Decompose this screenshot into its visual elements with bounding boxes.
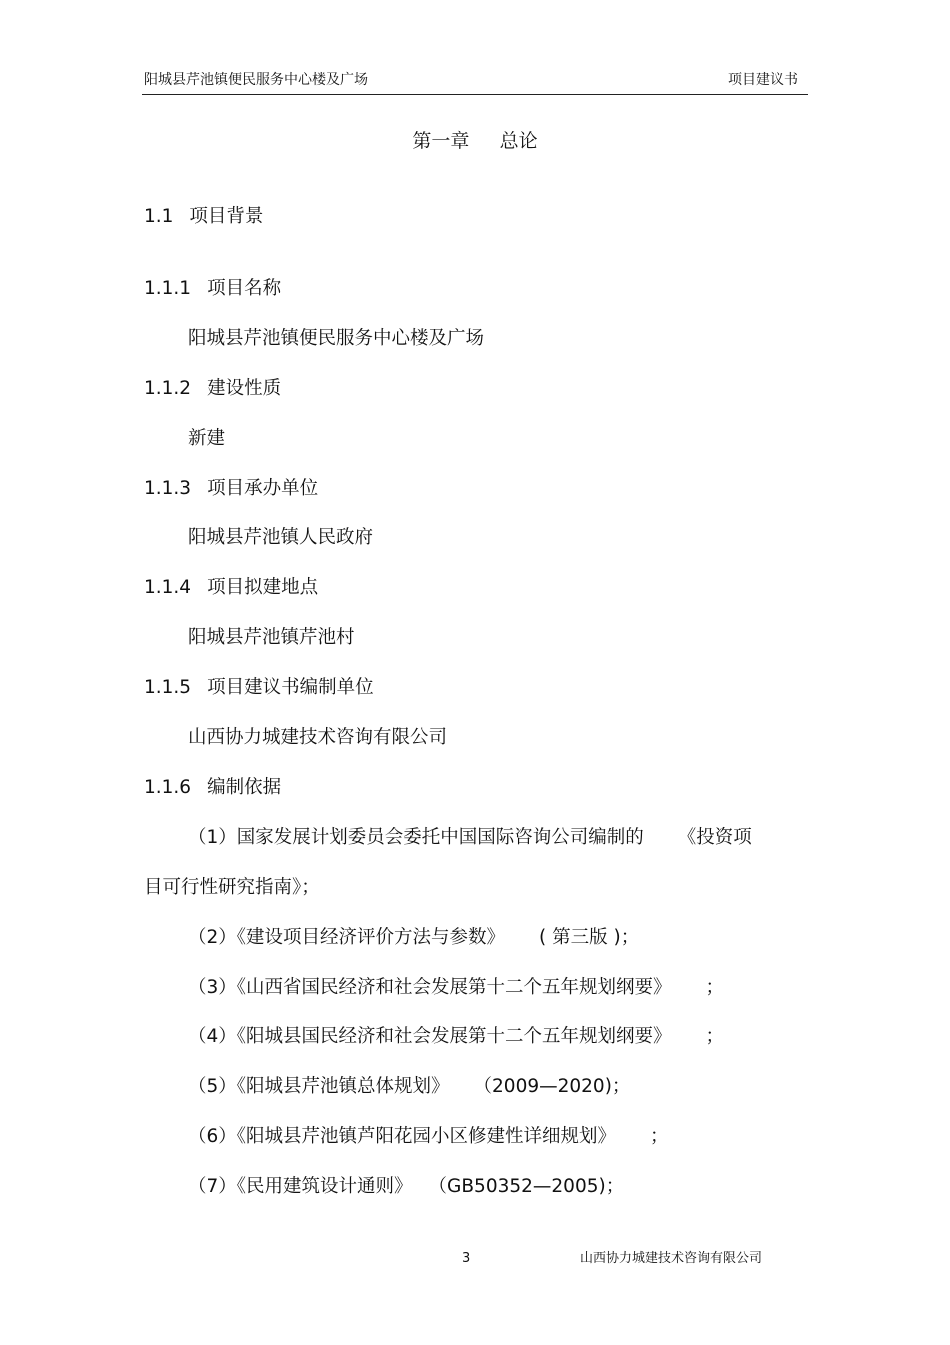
- site-location-value: 阳城县芹池镇芹池村: [188, 627, 355, 648]
- page-number: 3: [462, 1251, 471, 1266]
- section-title: 项目背景: [189, 206, 264, 227]
- basis-item-3: [188, 975, 724, 1001]
- basis-item-6: [188, 1124, 669, 1150]
- section-number: 1.1.3: [144, 478, 192, 499]
- basis-item-text: （6）《阳城县芹池镇芦阳花园小区修建性详细规划》: [188, 1126, 617, 1147]
- basis-item-suffix: ( 第三版 )；: [539, 927, 640, 948]
- basis-item-text: （3）《山西省国民经济和社会发展第十二个五年规划纲要》: [188, 977, 672, 998]
- section-number: 1.1.2: [144, 378, 192, 399]
- basis-item-quote: 《投资项: [677, 827, 752, 848]
- section-heading-1-1-1: [144, 276, 281, 302]
- section-heading-1-1-4: [144, 575, 318, 601]
- section-title: 项目名称: [207, 278, 282, 299]
- section-number: 1.1: [144, 206, 174, 227]
- basis-item-1-continuation: 目可行性研究指南》；: [144, 877, 320, 898]
- section-heading-1-1-5: [144, 675, 374, 701]
- section-title: 项目拟建地点: [207, 577, 319, 598]
- basis-item-suffix: ；: [650, 1126, 669, 1147]
- section-heading-1-1-3: [144, 476, 318, 502]
- basis-item-suffix: （GB50352—2005)；: [428, 1176, 625, 1197]
- section-title: 建设性质: [207, 378, 282, 399]
- section-number: 1.1.1: [144, 278, 192, 299]
- section-title: 项目建议书编制单位: [207, 677, 374, 698]
- section-heading-1-1-6: [144, 775, 281, 801]
- compiling-unit-value: 山西协力城建技术咨询有限公司: [188, 727, 448, 748]
- basis-item-7: [188, 1174, 624, 1200]
- section-heading-1-1: [144, 204, 263, 230]
- basis-item-5: [188, 1074, 630, 1100]
- section-number: 1.1.6: [144, 777, 192, 798]
- project-name-value: 阳城县芹池镇便民服务中心楼及广场: [188, 328, 485, 349]
- section-number: 1.1.5: [144, 677, 192, 698]
- basis-item-text: （5）《阳城县芹池镇总体规划》: [188, 1076, 450, 1097]
- basis-item-suffix: ；: [705, 1026, 725, 1047]
- basis-item-4: [188, 1024, 724, 1050]
- section-title: 项目承办单位: [207, 478, 319, 499]
- footer-company: 山西协力城建技术咨询有限公司: [580, 1251, 763, 1266]
- header-document-type: 项目建议书: [728, 72, 798, 88]
- basis-item-suffix: （2009—2020)；: [473, 1076, 631, 1097]
- header-project-name: 阳城县芹池镇便民服务中心楼及广场: [144, 72, 368, 88]
- undertaking-unit-value: 阳城县芹池镇人民政府: [188, 527, 374, 548]
- construction-nature-value: 新建: [188, 428, 226, 449]
- header-divider: [142, 94, 808, 95]
- chapter-title: 第一章 总论: [412, 130, 538, 152]
- section-title: 编制依据: [207, 777, 282, 798]
- basis-item-suffix: ；: [705, 977, 725, 998]
- basis-item-text: （7）《民用建筑设计通则》: [188, 1176, 413, 1197]
- basis-item-text: （4）《阳城县国民经济和社会发展第十二个五年规划纲要》: [188, 1026, 672, 1047]
- basis-item-text: （2）《建设项目经济评价方法与参数》: [188, 927, 506, 948]
- section-heading-1-1-2: [144, 376, 281, 402]
- basis-item-1: [188, 825, 752, 851]
- basis-item-2: [188, 925, 639, 951]
- section-number: 1.1.4: [144, 577, 192, 598]
- basis-item-text: （1）国家发展计划委员会委托中国国际咨询公司编制的: [188, 827, 644, 848]
